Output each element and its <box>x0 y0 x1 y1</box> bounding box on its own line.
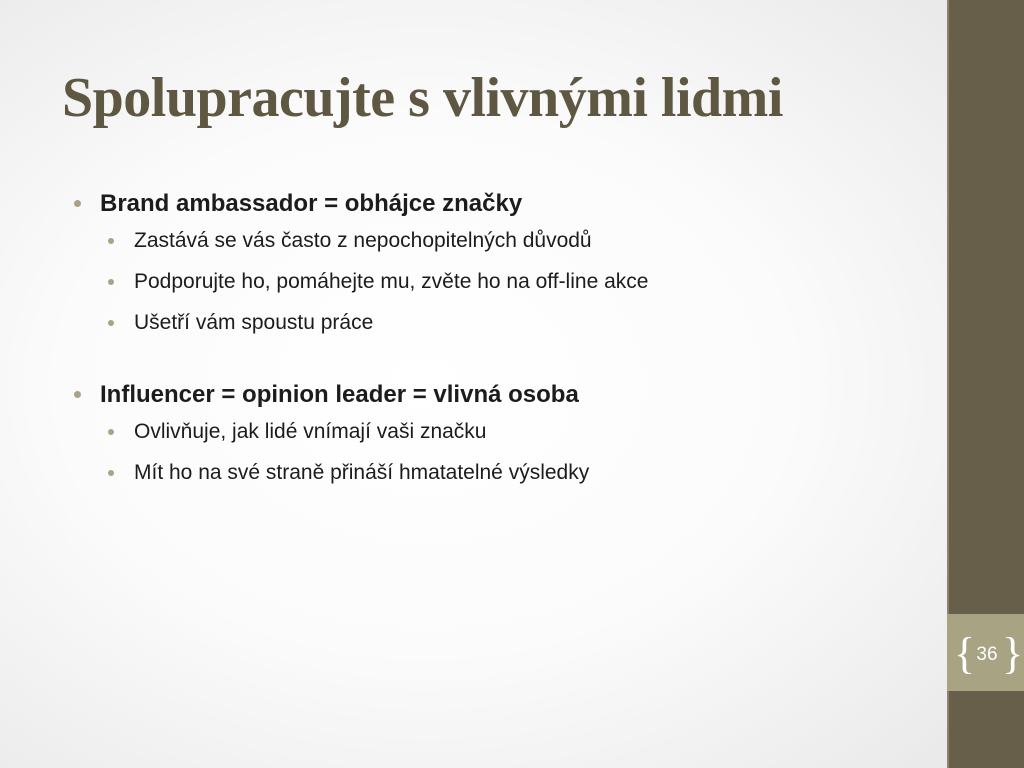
right-brace-icon: } <box>1002 629 1024 678</box>
bullet-item: Ušetří vám spoustu práce <box>106 308 932 338</box>
bullet-list <box>72 186 932 499</box>
left-brace-icon: { <box>954 629 976 678</box>
bullet-heading-brand-ambassador: Brand ambassador = obhájce značky <box>72 186 932 222</box>
slide-title: Spolupracujte s vlivnými lidmi <box>62 67 783 129</box>
bullet-item: Zastává se vás často z nepochopitelných důvodů <box>106 226 932 256</box>
bullet-item: Podporujte ho, pomáhejte mu, zvěte ho na off-line akce <box>106 267 932 297</box>
bullet-heading-influencer: Influencer = opinion leader = vlivná osoba <box>72 377 932 413</box>
page-number: 36 <box>976 644 998 665</box>
group-spacer <box>72 349 932 377</box>
bullet-item: Mít ho na své straně přináší hmatatelné výsledky <box>106 458 932 488</box>
bullet-item: Ovlivňuje, jak lidé vnímají vaši značku <box>106 417 932 447</box>
